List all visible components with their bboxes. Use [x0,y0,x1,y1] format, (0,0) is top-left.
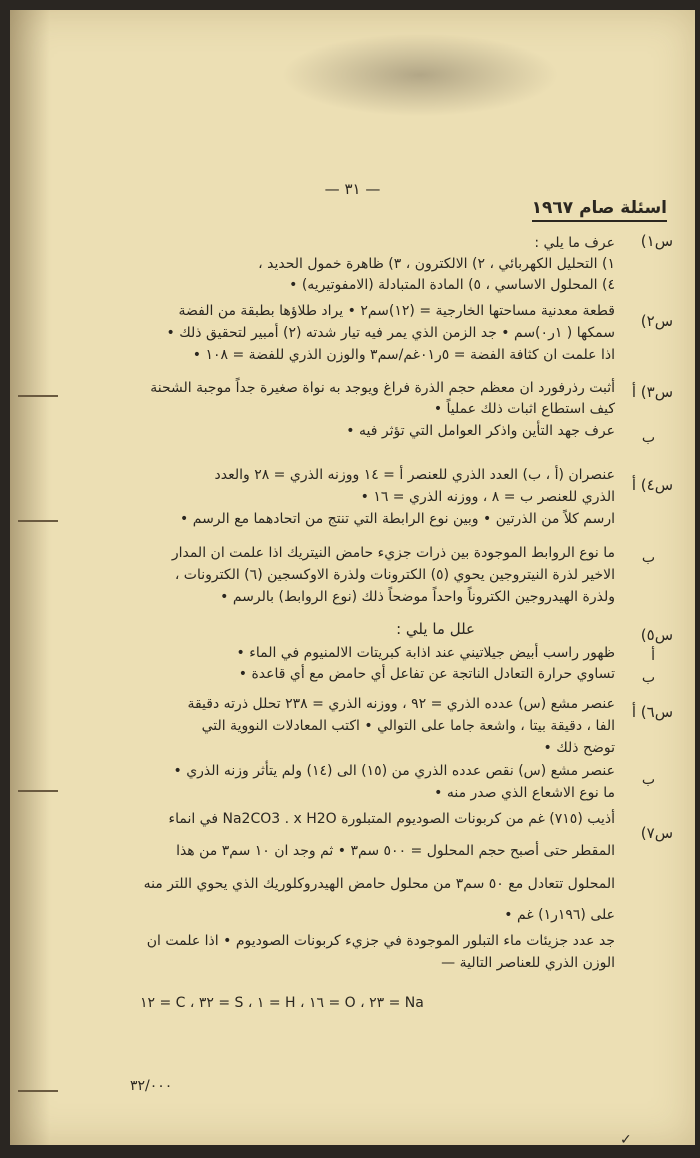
text-line: أذيب (٧١٥) غم من كربونات الصوديوم المتبلورة Na2CO3 . x H2O في انماء [168,811,615,827]
text-line: ارسم كلاً من الذرتين • وبين نوع الرابطة التي تنتج من اتحادهما مع الرسم • [180,511,615,527]
text-line: على (١٩٦ر١) غم • [504,907,615,923]
text-line: ولذرة الهيدروجين الكتروناً واحداً موضحاً ذلك (نوع الروابط) بالرسم • [220,589,615,605]
text-line: ١) التحليل الكهربائي ، ٢) الالكترون ، ٣) ظاهرة خمول الحديد ، [258,256,615,272]
text-line: اذا علمت ان كثافة الفضة = ٥ر٠١غم/سم٣ والوزن الذري للفضة = ١٠٨ • [192,347,615,363]
sub-part-label: ب [641,772,655,788]
text-line: كيف استطاع اثبات ذلك عملياً • [433,401,615,417]
text-line: الذري للعنصر ب = ٨ ، ووزنه الذري = ١٦ • [360,489,615,505]
sub-part-label: ب [641,550,655,566]
text-line: عرف جهد التأين واذكر العوامل التي تؤثر فيه • [346,423,615,439]
text-line: توضح ذلك • [543,740,615,756]
text-line: المحلول تتعادل مع ٥٠ سم٣ من محلول حامض الهيدروكلوريك الذي يحوي اللتر منه [143,876,615,892]
text-line: سمكها ( ١ر٠)سم • جد الزمن الذي يمر فيه تيار شدته (٢) أمبير لتحقيق ذلك • [166,325,615,341]
page-number: — ٣١ — [324,180,381,198]
text-line: ما نوع الاشعاع الذي صدر منه • [434,785,615,801]
print-count: ٣٢/٠٠٠ [130,1078,173,1094]
ink-smudge [270,30,570,120]
text-line: عرف ما يلي : [534,235,615,251]
question-number: س٥) [640,626,673,644]
binding-mark [18,1090,58,1092]
text-line: عنصر مشع (س) نقص عدده الذري من (١٥) الى (١٤) ولم يتأثر وزنه الذري • [173,763,615,779]
text-line: عنصران (أ ، ب) العدد الذري للعنصر أ = ١٤ ووزنه الذري = ٢٨ والعدد [214,467,615,483]
text-line: تساوي حرارة التعادل الناتجة عن تفاعل أي حامض مع أي قاعدة • [238,666,615,682]
text-line: علل ما يلي : [396,620,475,638]
text-line: ٤) المحلول الاساسي ، ٥) المادة المتبادلة (الامفوتيريه) • [289,277,615,293]
text-line: الاخير لذرة النيتروجين يحوي (٥) الكترونات ولذرة الاوكسجين (٦) الكترونات ، [174,567,615,583]
atomic-weights: ١٢ = C ، ٣٢ = S ، ١ = H ، ١٦ = O ، ٢٣ = Na [140,995,424,1011]
pen-mark: ✓ [620,1132,632,1145]
question-number: س٣) أ [631,383,673,401]
text-line: أثبت رذرفورد ان معظم حجم الذرة فراغ ويوجد به نواة صغيرة جداً موجبة الشحنة [150,380,615,396]
text-line: الفا ، دقيقة بيتا ، واشعة جاما على التوالي • اكتب المعادلات النووية التي [201,718,615,734]
text-line: جد عدد جزيئات ماء التبلور الموجودة في جزيء كربونات الصوديوم • اذا علمت ان [146,933,615,949]
text-line: المقطر حتى أصبح حجم المحلول = ٥٠٠ سم٣ • ثم وجد ان ١٠ سم٣ من هذا [176,843,615,859]
sub-part-label: ب [641,670,655,686]
exam-title: اسئلة صام ١٩٦٧ [532,198,667,222]
question-number: س٧) [640,824,673,842]
text-line: قطعة معدنية مساحتها الخارجية = (١٢)سم٢ • يراد طلاؤها بطبقة من الفضة [178,303,615,319]
question-number: س٢) [640,312,673,330]
sub-part-label: أ [651,648,655,664]
question-number: س٦) أ [631,703,673,721]
document-page [10,10,695,1145]
question-number: س١) [640,232,673,250]
question-number: س٤) أ [631,476,673,494]
text-line: الوزن الذري للعناصر التالية — [441,955,615,971]
sub-part-label: ب [641,430,655,446]
text-line: ما نوع الروابط الموجودة بين ذرات جزيء حامض النيتريك اذا علمت ان المدار [171,545,615,561]
text-line: عنصر مشع (س) عدده الذري = ٩٢ ، ووزنه الذري = ٢٣٨ تحلل ذرته دقيقة [187,696,615,712]
text-line: ظهور راسب أبيض جيلاتيني عند اذابة كبريتات الالمنيوم في الماء • [236,645,615,661]
